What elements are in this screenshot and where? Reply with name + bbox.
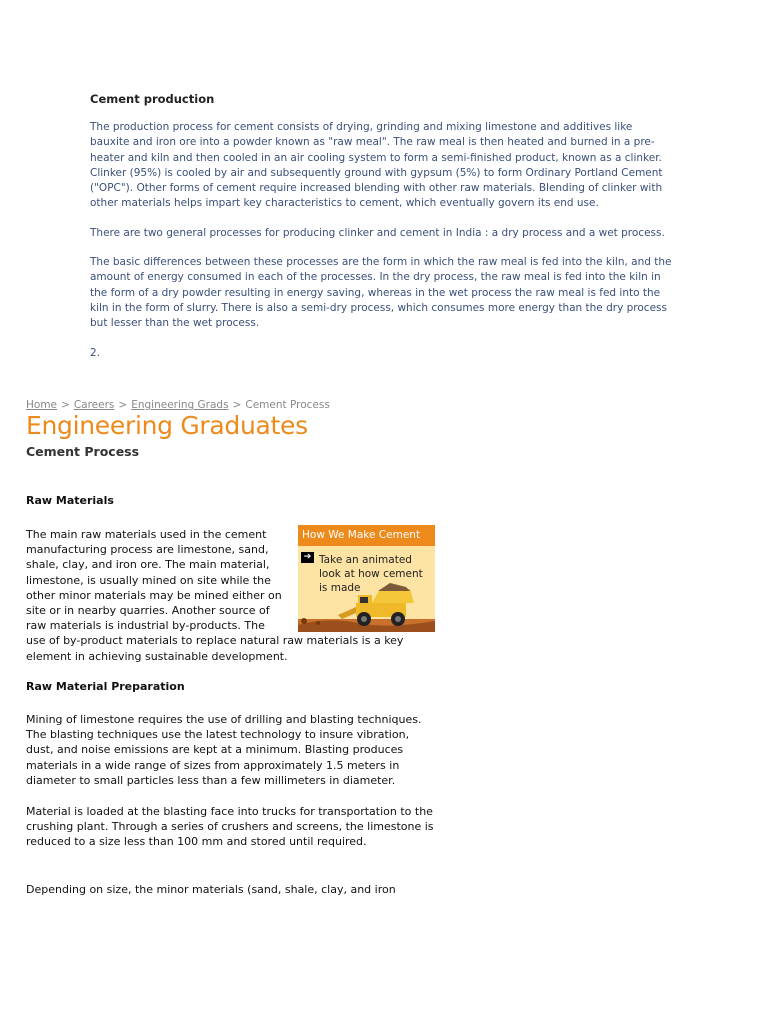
loader-truck-icon [298,577,435,632]
arrow-right-icon: ➔ [301,552,314,563]
banner-title: How We Make Cement [298,525,435,546]
list-number: 2. [90,346,101,359]
paragraph: Depending on size, the minor materials (sand, shale, clay, and iron [26,883,396,896]
cement-production-section [90,92,675,375]
breadcrumb-engineering-grads-link[interactable]: Engineering Grads [131,399,229,411]
page-title: Engineering Graduates [26,411,308,440]
breadcrumb-separator: > [61,399,70,411]
breadcrumb-careers-link[interactable]: Careers [73,399,115,411]
how-we-make-cement-banner[interactable] [298,525,435,632]
raw-material-preparation-heading: Raw Material Preparation [26,680,185,693]
raw-materials-heading: Raw Materials [26,494,114,507]
page-subtitle: Cement Process [26,444,140,459]
paragraph: Material is loaded at the blasting face into trucks for transportation to the crushing plant. Through a series of crushers and screens, the limestone is reduced to a size less than 100 mm and stored until required. [26,805,434,849]
section-heading: Cement production [90,92,215,106]
banner-text: Take an animated look at how cement is made [319,554,423,594]
raw-materials-paragraph: The main raw materials used in the cement manufacturing process are limestone, sand, shale, clay, and iron ore. The main material, limestone, is usually mined on site while the other minor materials may be mined either on site or in nearby quarries. Another source of raw materials is industrial by-products. The use of by-product materials to replace natural raw materials is a key element in achieving sustainable development. [26,528,404,663]
paragraph: The basic differences between these processes are the form in which the raw meal is fed into the kiln, and the amount of energy consumed in each of the processes. In the dry process, the raw meal is fed into the kiln in the form of a dry powder resulting in energy saving, whereas in the wet process the raw meal is fed into the kiln in the form of slurry. There is also a semi-dry process, which consumes more energy than the dry process but lesser than the wet process. [90,256,672,330]
breadcrumb-separator: > [232,399,242,411]
breadcrumb [26,399,330,411]
paragraph: Mining of limestone requires the use of drilling and blasting techniques. The blasting techniques use the latest technology to insure vibration, dust, and noise emissions are kept at a minimum. Blasting produces materials in a wide range of sizes from approximately 1.5 meters in diameter to small particles less than a few millimeters in diameter. [26,713,422,787]
paragraph: There are two general processes for producing clinker and cement in India : a dry process and a wet process. [90,226,665,239]
breadcrumb-current: Cement Process [245,399,330,411]
breadcrumb-separator: > [118,399,128,411]
breadcrumb-home-link[interactable]: Home [26,399,58,411]
paragraph: The production process for cement consists of drying, grinding and mixing limestone and additives like bauxite and iron ore into a powder known as "raw meal". The raw meal is then heated and burned in a pre-heater and kiln and then cooled in an air cooling system to form a semi-finished product, known as a clinker. Clinker (95%) is cooled by air and subsequently ground with gypsum (5%) to form Ordinary Portland Cement ("OPC"). Other forms of cement require increased blending with other raw materials. Blending of clinker with other materials helps impart key characteristics to cement, which eventually govern its end use. [90,121,663,210]
